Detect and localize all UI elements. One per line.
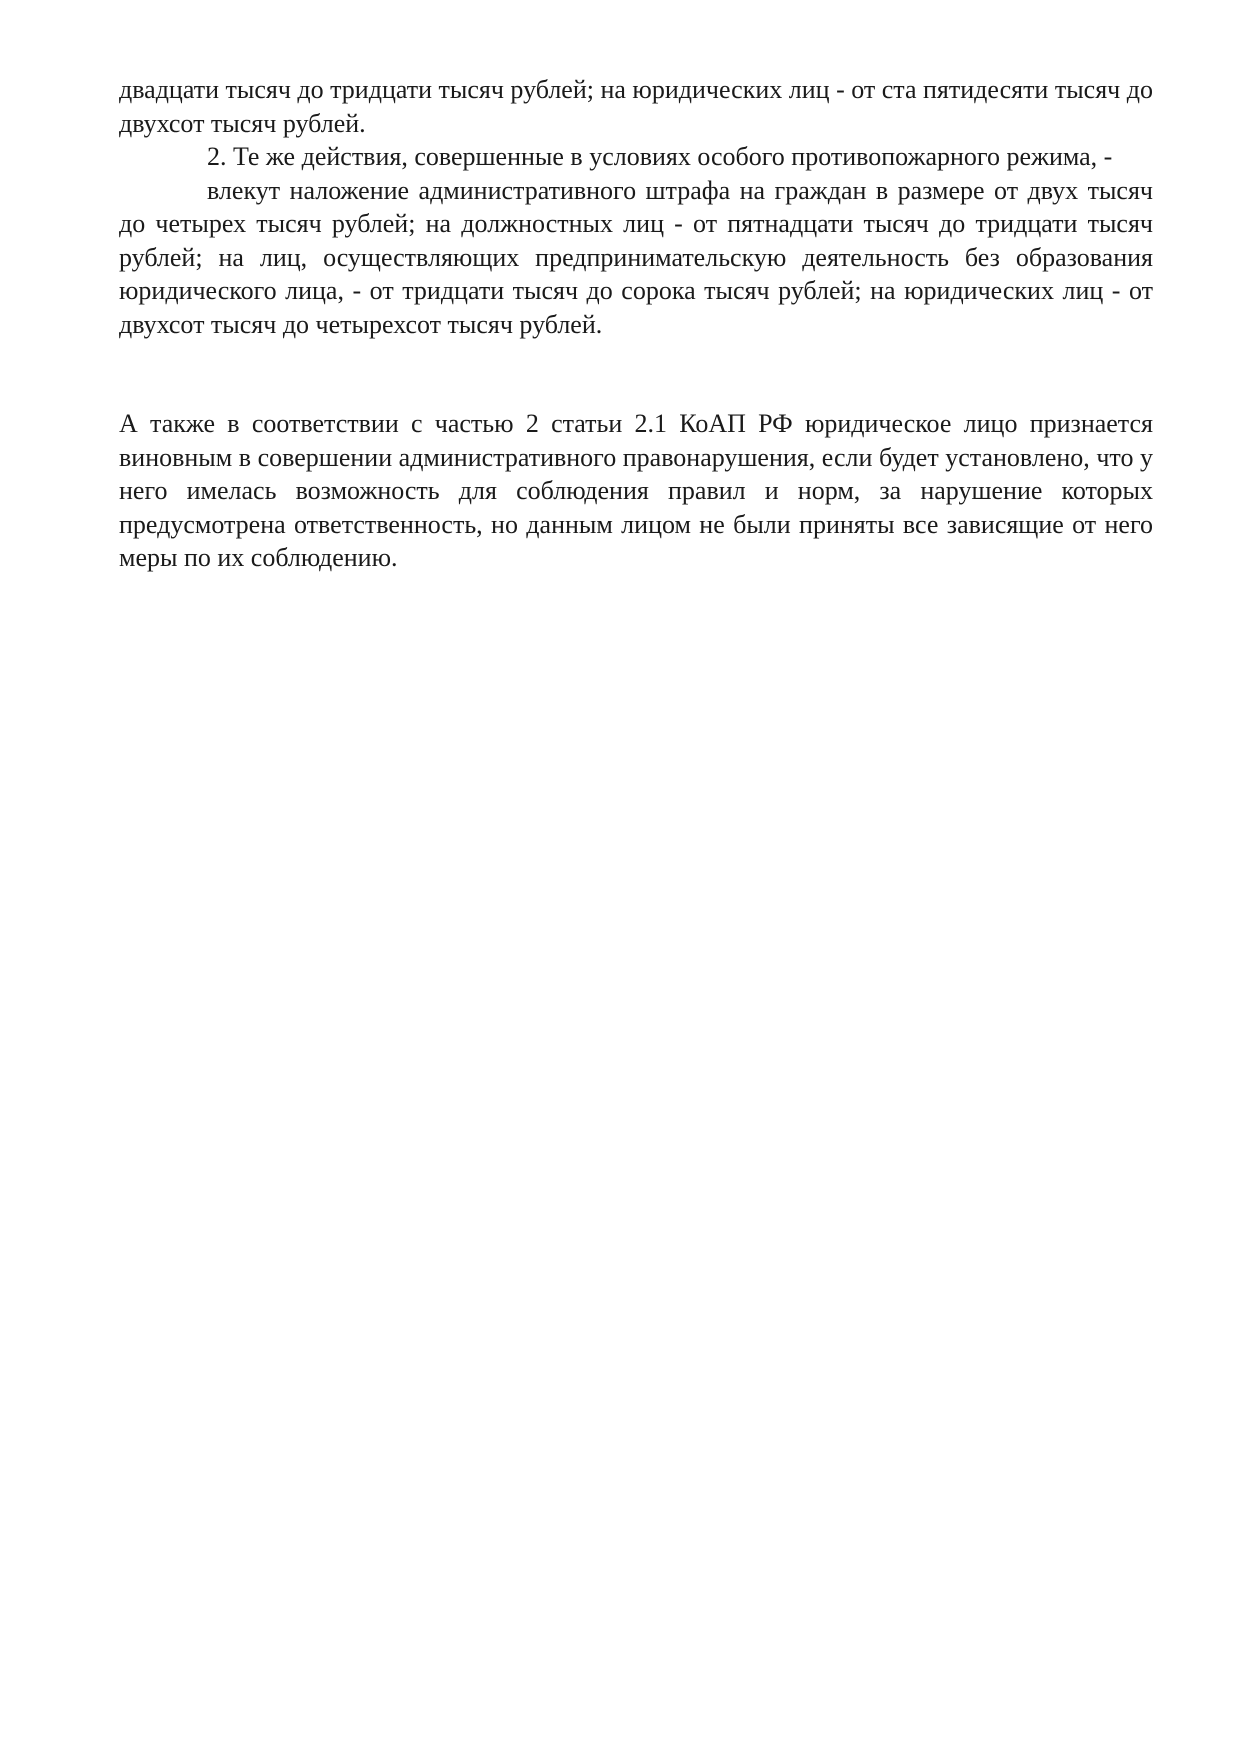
- text-block-koap: [119, 407, 1153, 575]
- paragraph-koap-liability: А также в соответствии с частью 2 статьи 2.1 КоАП РФ юридическое лицо признается виновным в совершении административного правонарушения, если будет установлено, что у него имелась возможность для соблюдения правил и норм, за нарушение которых предусмотрена ответственность, но данным лицом не были приняты все зависящие от него меры по их соблюдению.: [119, 409, 1153, 572]
- paragraph-item-2: 2. Те же действия, совершенные в условиях особого противопожарного режима, -: [207, 142, 1113, 171]
- text-block-article: [119, 73, 1153, 341]
- paragraph-penalties: влекут наложение административного штрафа на граждан в размере от двух тысяч до четырех тысяч рублей; на должностных лиц - от пятнадцати тысяч до тридцати тысяч рублей; на лиц, осуществляющих предпринимательскую деятельность без образования юридического лица, - от тридцати тысяч до сорока тысяч рублей; на юридических лиц - от двухсот тысяч до четырехсот тысяч рублей.: [119, 175, 1153, 339]
- paragraph-fines-continuation: двадцати тысяч до тридцати тысяч рублей; на юридических лиц - от ста пятидесяти тысяч до двухсот тысяч рублей.: [119, 75, 1153, 138]
